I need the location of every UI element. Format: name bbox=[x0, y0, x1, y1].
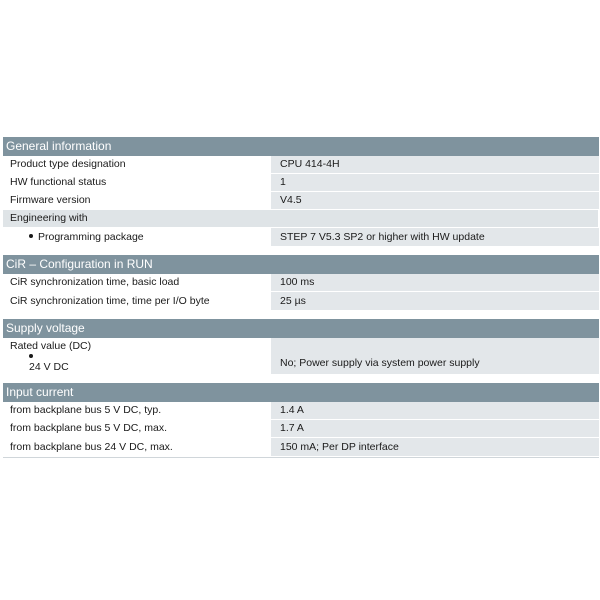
section-header-supply-voltage: Supply voltage bbox=[3, 319, 599, 338]
table-subheading-row bbox=[3, 210, 599, 228]
row-label-text: 24 V DC bbox=[29, 361, 69, 373]
section-header-input-current: Input current bbox=[3, 383, 599, 402]
row-label-bulleted bbox=[10, 355, 270, 376]
table-row bbox=[3, 420, 599, 438]
row-value: STEP 7 V5.3 SP2 or higher with HW update bbox=[271, 228, 599, 246]
row-label: CiR synchronization time, time per I/O byte bbox=[3, 292, 271, 310]
table-row bbox=[3, 292, 599, 311]
table-row bbox=[3, 438, 599, 457]
section-header-general-information: General information bbox=[3, 137, 599, 156]
row-value: 1 bbox=[271, 174, 599, 191]
bullet-icon bbox=[29, 354, 33, 358]
row-label: from backplane bus 24 V DC, max. bbox=[3, 438, 271, 456]
table-row bbox=[3, 192, 599, 210]
row-label: HW functional status bbox=[3, 174, 271, 191]
bullet-icon bbox=[29, 234, 33, 238]
row-value: V4.5 bbox=[271, 192, 599, 209]
row-subheading: Engineering with bbox=[3, 210, 599, 227]
table-row bbox=[3, 338, 599, 375]
row-value: 25 µs bbox=[271, 292, 599, 310]
table-bottom-divider bbox=[3, 457, 599, 458]
table-row bbox=[3, 274, 599, 292]
section-header-cir: CiR – Configuration in RUN bbox=[3, 255, 599, 274]
row-value: No; Power supply via system power supply bbox=[271, 338, 599, 374]
row-label-text: Programming package bbox=[38, 231, 144, 243]
row-value: 1.7 A bbox=[271, 420, 599, 437]
table-row bbox=[3, 174, 599, 192]
row-label-bulleted bbox=[3, 228, 271, 246]
row-value: 150 mA; Per DP interface bbox=[271, 438, 599, 456]
row-value: 1.4 A bbox=[271, 402, 599, 419]
row-label: CiR synchronization time, basic load bbox=[3, 274, 271, 291]
row-label-group bbox=[3, 338, 271, 375]
row-label: from backplane bus 5 V DC, max. bbox=[3, 420, 271, 437]
row-value: 100 ms bbox=[271, 274, 599, 291]
row-label: Product type designation bbox=[3, 156, 271, 173]
table-row bbox=[3, 156, 599, 174]
row-label: from backplane bus 5 V DC, typ. bbox=[3, 402, 271, 419]
table-row bbox=[3, 228, 599, 247]
table-row bbox=[3, 402, 599, 420]
row-label: Firmware version bbox=[3, 192, 271, 209]
row-value: CPU 414-4H bbox=[271, 156, 599, 173]
spec-table bbox=[3, 137, 599, 458]
row-label: Rated value (DC) bbox=[10, 340, 92, 352]
